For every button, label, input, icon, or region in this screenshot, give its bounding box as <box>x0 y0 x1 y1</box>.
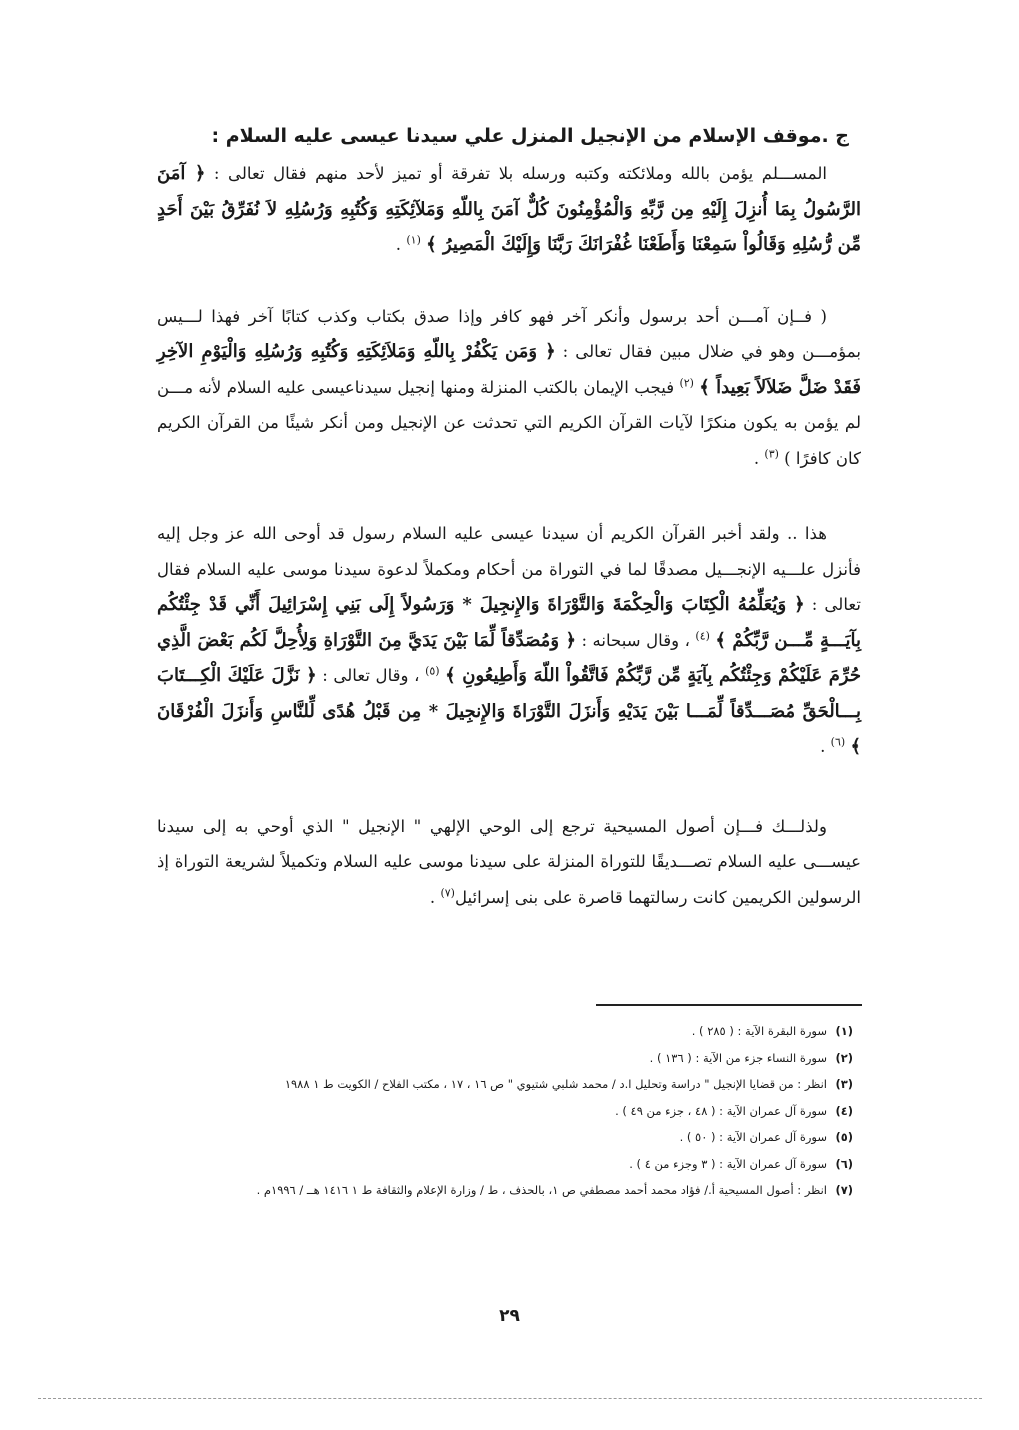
quran-verse-5: ﴿ نَزَّلَ عَلَيْكَ الْكِـــتَابَ بِـــالْحَقِّ مُصَـــدِّقاً لِّمَـــا بَيْنَ يَدَيْهِ وَأَنزَلَ التَّوْرَاةَ وَالإِنجِيلَ * مِن قَبْلُ هُدًى لِّلنَّاسِ وَأَنزَلَ الْفُرْقَانَ ﴾ <box>157 665 861 757</box>
footnote-text: انظر : من قضايا الإنجيل " دراسة وتحليل ا.د / محمد شلبي شتيوي " ص ١٦ ، ١٧ ، مكتب الفلاح / الكويت ط ١ ١٩٨٨ <box>284 1077 827 1091</box>
footnote-ref-6[interactable]: (٦) <box>830 735 846 749</box>
footnote-ref-4[interactable]: (٤) <box>695 628 710 642</box>
footnote-item <box>153 1124 853 1151</box>
paragraph-2 <box>157 299 861 477</box>
section-heading: ج .موقف الإسلام من الإنجيل المنزل علي سيدنا عيسى عليه السلام : <box>211 125 849 147</box>
footnote-number: (٦) <box>835 1156 853 1171</box>
footnote-text: سورة آل عمران الآية : ( ٤٨ ، جزء من ٤٩ ) . <box>615 1103 827 1118</box>
footnote-item <box>153 1151 853 1178</box>
paragraph-3-mid2: ، وقال تعالى : <box>316 666 426 685</box>
footnote-item <box>153 1098 853 1125</box>
quran-verse-1: ﴿ آمَنَ الرَّسُولُ بِمَا أُنزِلَ إِلَيْهِ مِن رَّبِّهِ وَالْمُؤْمِنُونَ كُلٌّ آمَنَ بِاللّهِ وَمَلآئِكَتِهِ وَكُتُبِهِ وَرُسُلِهِ لاَ نُفَرِّقُ بَيْنَ أَحَدٍ مِّن رُّسُلِهِ وَقَالُواْ سَمِعْنَا وَأَطَعْنَا غُفْرَانَكَ رَبَّنَا وَإِلَيْكَ الْمَصِيرُ ﴾ <box>157 163 861 255</box>
paragraph-4-tail: . <box>429 887 441 907</box>
footnote-text: سورة آل عمران الآية : ( ٥٠ ) . <box>679 1130 827 1144</box>
paragraph-3 <box>157 516 861 765</box>
paragraph-2-intro: ( فــإن آمـــن أحد برسول وأنكر آخر فهو كافر وإذا صدق بكتاب وكذب كتابًا آخر فهذا لـــيس بمؤمـــن وهو في ضلال مبين فقال تعالى : <box>157 306 861 361</box>
paragraph-1-intro: المســـلم يؤمن بالله وملائكته وكتبه ورسله بلا تفرقة أو تميز لأحد منهم فقال تعالى : <box>205 164 827 183</box>
footnote-item <box>153 1018 853 1045</box>
quran-verse-4: ﴿ وَمُصَدِّقاً لِّمَا بَيْنَ يَدَيَّ مِنَ التَّوْرَاةِ وَلِأُحِلَّ لَكُم بَعْضَ الَّذِي حُرِّمَ عَلَيْكُمْ وَجِئْتُكُم بِآيَةٍ مِّن رَّبِّكُمْ فَاتَّقُواْ اللّهَ وَأَطِيعُونِ ﴾ <box>157 629 861 686</box>
footnote-ref-1[interactable]: (١) <box>406 233 421 247</box>
footnote-item <box>153 1177 853 1204</box>
footnote-ref-2[interactable]: (٢) <box>679 375 694 389</box>
page-number: ٢٩ <box>499 1306 520 1326</box>
footnote-number: (٧) <box>835 1183 853 1197</box>
footnote-ref-3[interactable]: (٣) <box>764 446 779 460</box>
footnote-item <box>153 1045 853 1072</box>
paragraph-2-end: . <box>753 448 765 468</box>
footnote-number: (٤) <box>835 1103 853 1118</box>
footnote-text: سورة النساء جزء من الآية : ( ١٣٦ ) . <box>649 1050 827 1065</box>
footnote-item <box>153 1071 853 1098</box>
paragraph-2-tail: فيجب الإيمان بالكتب المنزلة ومنها إنجيل سيدناعيسى عليه السلام لأنه مـــن لم يؤمن به يكون منكرًا لآيات القرآن الكريم التي تحدثت عن الإنجيل ومن أنكر شيئًا من القرآن الكريم كان كافرًا ) <box>157 377 861 468</box>
footnote-text: انظر : أصول المسيحية أ./ فؤاد محمد أحمد مصطفي ص ١، بالحذف ، ط / وزارة الإعلام والثقافة ط ١ ١٤١٦ هــ / ١٩٩٦م . <box>256 1183 827 1197</box>
footnotes-list <box>153 1018 853 1204</box>
footnote-ref-7[interactable]: (٧) <box>440 885 455 899</box>
quran-verse-3: ﴿ وَيُعَلِّمُهُ الْكِتَابَ وَالْحِكْمَةَ وَالتَّوْرَاةَ وَالإِنجِيلَ * وَرَسُولاً إِلَى بَنِي إِسْرَائِيلَ أَنِّي قَدْ جِئْتُكُم بِآيَـــةٍ مِّـــن رَّبِّكُمْ ﴾ <box>157 594 861 651</box>
footnote-number: (٥) <box>835 1130 853 1144</box>
footnote-text: سورة آل عمران الآية : ( ٣ وجزء من ٤ ) . <box>629 1156 827 1171</box>
scan-edge-line <box>38 1398 982 1399</box>
footnote-text: سورة البقرة الآية : ( ٢٨٥ ) . <box>691 1024 827 1038</box>
paragraph-3-intro: هذا .. ولقد أخبر القرآن الكريم أن سيدنا عيسى عليه السلام رسول قد أوحى الله عز وجل إليه فأنزل علـــيه الإنجـــيل مصدقًا لما في التوراة من أحكام ومكملاً لدعوة سيدنا موسى عليه السلام فقال تعالى : <box>157 524 861 614</box>
paragraph-4-intro: ولذلـــك فـــإن أصول المسيحية ترجع إلى الوحي الإلهي " الإنجيل " الذي أوحي به إلى سيدنا عيســـى عليه السلام تصـــديقًا للتوراة المنزلة على سيدنا موسى عليه السلام وتكميلاً لشريعة التوراة إذ الرسولين الكريمين كانت رسالتهما قاصرة على بنى إسرائيل <box>157 816 861 907</box>
footnote-number: (١) <box>835 1024 853 1038</box>
footnote-number: (٢) <box>835 1050 853 1065</box>
footnote-number: (٣) <box>835 1077 853 1091</box>
paragraph-3-tail: . <box>820 737 831 756</box>
paragraph-3-mid: ، وقال سبحانه : <box>576 630 696 650</box>
footnote-ref-5[interactable]: (٥) <box>425 664 440 678</box>
paragraph-1 <box>157 156 861 263</box>
paragraph-4 <box>157 809 861 916</box>
body-text <box>157 118 861 915</box>
quran-verse-2: ﴿ وَمَن يَكْفُرْ بِاللّهِ وَمَلاَئِكَتِهِ وَكُتُبِهِ وَرُسُلِهِ وَالْيَوْمِ الآخِرِ فَقَدْ ضَلَّ ضَلاَلاً بَعِيداً ﴾ <box>157 341 861 398</box>
footnote-separator <box>596 1004 862 1006</box>
paragraph-1-tail: . <box>395 235 407 254</box>
